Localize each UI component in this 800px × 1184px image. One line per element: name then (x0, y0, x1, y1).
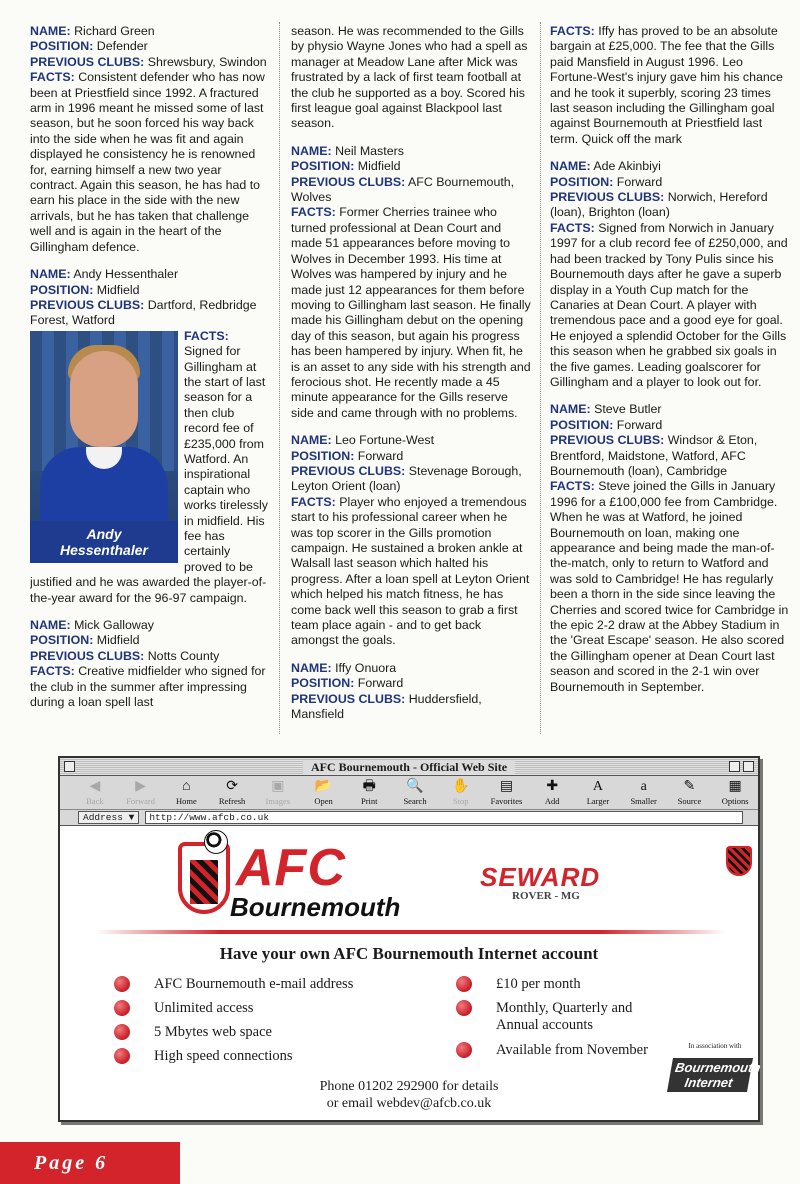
browser-titlebar (60, 758, 758, 776)
player-position: Forward (616, 174, 663, 189)
bullet-icon (114, 1000, 130, 1016)
bullet-icon (456, 1042, 472, 1058)
toolbar-button-search[interactable] (392, 776, 438, 809)
collapse-box-icon[interactable] (743, 761, 754, 772)
source-icon: ✎ (683, 779, 696, 794)
options-icon: ▦ (728, 779, 742, 794)
player-neil-masters: NAME: Neil Masters POSITION: Midfield PREVIOUS CLUBS: AFC Bournemouth, Wolves FACTS: Former Cherries trainee who turned professional at Dean Court and made 51 appearances before moving to Wolves in December 1993. His time at Wolves was hampered by injury and he made just 12 appearances for them before moving to Gillingham last season. He finally made his Gillingham debut on the opening day of this season, but again his progress has been hampered by injury. When fit, he is an asset to any side with his strength and ferocious shot. He recently made a 45 minute appearance for the Gills reserve side and came through with no problems. (291, 143, 531, 420)
player-name: Steve Butler (594, 402, 662, 417)
toolbar-button-source[interactable] (667, 776, 713, 809)
feature-item: Monthly, Quarterly and Annual accounts (496, 1000, 656, 1034)
player-facts: Signed from Norwich in January 1997 for a club record fee of £250,000, and had been tracked by Tony Pulis since his Bournemouth days after he gave a superb display in a Youth Cup match for the Canaries at Dean Court. A player with tremendous pace and a good eye for goal. He enjoyed a splendid October for the Gills this season when he grabbed six goals in the five games. Leading goalscorer for Gillingham and a player to look out for. (550, 220, 788, 389)
contact-email: or email webdev@afcb.co.uk (326, 1096, 492, 1111)
search-icon: 🔍 (406, 779, 424, 794)
player-facts: Creative midfielder who signed for the club in the summer after impressing during a loan spell last (30, 664, 266, 710)
player-facts-continued: FACTS: Iffy has proved to be an absolute bargain at £25,000. The fee that the Gills paid Mansfield in August 1996. Leo Fortune-West's injury gave him his chance and he took it superbly, scoring 23 times last season including the Gillingham goal against Bournemouth at Priestfield last term. Quick off the mark (550, 24, 783, 146)
page-number: Page 6 (0, 1142, 180, 1184)
player-name: Andy Hessenthaler (73, 267, 179, 282)
address-dropdown[interactable]: Address ▼ (78, 811, 139, 824)
feature-item: £10 per month (496, 976, 581, 993)
divider-line (96, 930, 726, 934)
toolbar-button-images[interactable] (255, 776, 301, 809)
player-name: Ade Akinbiyi (593, 159, 661, 174)
bournemouth-internet-logo: Bournemouth Internet (667, 1058, 753, 1092)
print-icon: 🖶 (362, 779, 376, 794)
feature-item: Unlimited access (154, 1000, 253, 1017)
ad-headline: Have your own AFC Bournemouth Internet account (219, 944, 599, 963)
player-position: Midfield (96, 633, 140, 648)
toolbar-label: Refresh (218, 796, 246, 806)
refresh-icon: ⟳ (226, 779, 238, 794)
feature-item: High speed connections (154, 1048, 293, 1065)
bullet-icon (114, 1024, 130, 1040)
browser-toolbar (60, 776, 758, 810)
player-name: Leo Fortune-West (335, 433, 435, 448)
column-divider (540, 22, 541, 734)
toolbar-button-add[interactable] (529, 776, 575, 809)
bullet-icon (456, 1000, 472, 1016)
toolbar-label: Larger (586, 796, 610, 806)
window-title: AFC Bournemouth - Official Web Site (303, 760, 515, 774)
player-andy-hessenthaler: NAME: Andy Hessenthaler POSITION: Midfield PREVIOUS CLUBS: Dartford, Redbridge Forest, Watford Andy Hessenthaler FACTS: Signed for Gillingham at the start of last season for a then club record fee of £235,000 from Watford. An inspirational captain who works tirelessly in midfield. His fee has certainly proved to be justified and he was awarded the player-of-the-year award for the 96-97 campaign. (30, 267, 268, 605)
player-clubs: Windsor & Eton, Brentford, Maidstone, Watford, AFC Bournemouth (loan), Cambridge (550, 433, 758, 478)
toolbar-button-options[interactable] (712, 776, 758, 809)
toolbar-button-home[interactable] (163, 776, 209, 809)
player-position: Defender (96, 39, 148, 54)
feature-item: Available from November (496, 1042, 648, 1059)
toolbar-label: Stop (452, 796, 469, 806)
toolbar-button-back[interactable] (72, 776, 118, 809)
toolbar-button-forward[interactable] (118, 776, 164, 809)
address-input[interactable]: http://www.afcb.co.uk (145, 811, 743, 824)
home-icon: ⌂ (182, 779, 191, 794)
player-facts: Consistent defender who has now been at Priestfield since 1992. A fractured arm in 1996 meant he missed some of last season, but he soon forced his way back into the side when he was fit and again displayed he consistency he is renowned for, earning himself a new two year contract. Again this season, he has had to earn his place in the side with the new arrivals, but he has taken that challenge well and is again in the heart of the Gillingham defence. (30, 70, 265, 254)
player-clubs: Stevenage Borough, Leyton Orient (loan) (291, 463, 522, 494)
favorites-icon: ▤ (499, 779, 514, 794)
images-icon: ▣ (271, 779, 285, 794)
toolbar-label: Favorites (490, 796, 523, 806)
contact-phone: Phone 01202 292900 for details (319, 1079, 499, 1094)
toolbar-button-smaller[interactable] (621, 776, 667, 809)
afc-bournemouth-crest-icon (178, 842, 230, 914)
stop-icon: ✋ (452, 779, 470, 794)
open-icon: 📂 (314, 779, 333, 794)
smaller-icon: a (640, 779, 647, 794)
toolbar-label: Forward (126, 796, 155, 806)
toolbar-button-print[interactable] (346, 776, 392, 809)
player-photo (30, 331, 178, 563)
larger-icon: A (592, 779, 603, 794)
toolbar-button-stop[interactable] (438, 776, 484, 809)
toolbar-label: Images (265, 796, 291, 806)
toolbar-label: Smaller (630, 796, 657, 806)
toolbar-label: Open (314, 796, 333, 806)
player-name: Richard Green (74, 24, 155, 38)
toolbar-label: Back (86, 796, 104, 806)
player-name: Mick Galloway (74, 618, 154, 633)
player-position: Forward (357, 448, 404, 463)
toolbar-button-favorites[interactable] (484, 776, 530, 809)
player-leo-fortune-west: NAME: Leo Fortune-West POSITION: Forward PREVIOUS CLUBS: Stevenage Borough, Leyton Orient (loan) FACTS: Player who enjoyed a tremendous start to his professional career when he was top scorer in the Gills promotion campaign. He sustained a broken ankle at Walsall last season which halted his progress. After a loan spell at Leyton Orient which helped his match fitness, he has come back well this season to grab a first team place again - and to get back amongst the goals. (291, 433, 530, 648)
toolbar-button-open[interactable] (301, 776, 347, 809)
player-facts: Steve joined the Gills in January 1996 for a £100,000 fee from Cambridge. When he was at Watford, he joined Bournemouth on loan, making one appearance and being made the man-of-the-match, only to return to Watford and was sold to Cambridge! He has regularly been a thorn in the side since leaving the Cherries and scored twice for Cambridge in the epic 2-2 draw at the Abbey Stadium in the 'Great Escape' season. He also scored the Gillingham opener at Dean Court last season and scored in the 2-1 win over Bournemouth in September. (550, 479, 789, 694)
bournemouth-logo-text: Bournemouth (230, 892, 401, 922)
player-clubs: AFC Bournemouth, Wolves (291, 174, 515, 205)
address-bar (60, 810, 758, 826)
photo-caption: Andy Hessenthaler (30, 521, 178, 563)
column-2 (291, 24, 531, 734)
contact-details (60, 1078, 758, 1112)
afc-logo-text: AFC (236, 839, 346, 897)
toolbar-label: Home (175, 796, 197, 806)
add-icon: ✚ (546, 779, 559, 794)
feature-item: AFC Bournemouth e-mail address (154, 976, 353, 993)
player-clubs: Notts County (147, 648, 220, 663)
player-position: Midfield (357, 159, 401, 174)
zoom-box-icon[interactable] (729, 761, 740, 772)
player-name: Iffy Onuora (335, 660, 397, 675)
player-position: Forward (357, 676, 404, 691)
bullet-icon (114, 1048, 130, 1064)
player-steve-butler: NAME: Steve Butler POSITION: Forward PREVIOUS CLUBS: Windsor & Eton, Brentford, Maidstone, Watford, AFC Bournemouth (loan), Cambridge FACTS: Steve joined the Gills in January 1996 for a £100,000 fee from Cambridge. When he was at Watford, he joined Bournemouth on loan, making one appearance and being made the man-of-the-match, only to return to Watford and was sold to Cambridge! He has regularly been a thorn in the side since leaving the Cherries and scored twice for Cambridge in the epic 2-2 draw at the Abbey Stadium in the 'Great Escape' season. He also scored the Gillingham opener at Dean Court last season and scored in the 2-1 win over Bournemouth in September. (550, 402, 789, 694)
player-iffy-onuora: NAME: Iffy Onuora POSITION: Forward PREVIOUS CLUBS: Huddersfield, Mansfield (291, 660, 482, 722)
player-mick-galloway: NAME: Mick Galloway POSITION: Midfield PREVIOUS CLUBS: Notts County FACTS: Creative midfielder who signed for the club in the summer after impressing during a loan spell last (30, 618, 266, 710)
player-richard-green: NAME: Richard Green POSITION: Defender PREVIOUS CLUBS: Shrewsbury, Swindon FACTS: Consistent defender who has now been at Priestfield since 1992. A fractured arm in 1996 meant he missed some of last season, but he soon forced his way back into the side when he was fit and again displayed he consistency he is renowned for, earning himself a new two year contract. Again this season, he has had to earn his place in the side with the new arrivals, but he has taken that challenge well and is again in the heart of the Gillingham defence. (30, 24, 267, 254)
feature-item: 5 Mbytes web space (154, 1024, 272, 1041)
player-position: Midfield (96, 282, 140, 297)
player-ade-akinbiyi: NAME: Ade Akinbiyi POSITION: Forward PREVIOUS CLUBS: Norwich, Hereford (loan), Brighton (loan) FACTS: Signed from Norwich in January 1997 for a club record fee of £250,000, and had been tracked by Tony Pulis since his Bournemouth days after he gave a superb display in a Youth Cup match for the Canaries at Dean Court. A player with tremendous pace and a good eye for goal. He enjoyed a splendid October for the Gills this season when he grabbed six goals in the five games. Leading goalscorer for Gillingham and a player to look out for. (550, 159, 788, 389)
toolbar-label: Add (544, 796, 560, 806)
column-1 (30, 24, 270, 722)
player-facts: Former Cherries trainee who turned professional at Dean Court and made 51 appearances before moving to Wolves in December 1993. His time at Wolves was hampered by injury and he made just 12 appearances for them before moving to Gillingham last season. He finally made his Gillingham debut on the opening day of this season, but again his progress has been hampered by injury. When fit, he is an asset to any side with his strength and ferocious shot. He recently made a 45 minute appearance for the Gills reserve side and came through with no problems. (291, 205, 531, 420)
sponsor-subtitle: ROVER - MG (512, 890, 580, 902)
association-text: In association with (688, 1042, 742, 1050)
player-clubs: Norwich, Hereford (loan), Brighton (loan) (550, 190, 768, 220)
forward-icon: ▶ (135, 779, 146, 794)
player-clubs: Dartford, Redbridge Forest, Watford (30, 297, 257, 328)
column-divider (279, 22, 280, 734)
bullet-icon (114, 976, 130, 992)
toolbar-label: Source (677, 796, 702, 806)
toolbar-label: Search (403, 796, 427, 806)
toolbar-label: Options (721, 796, 749, 806)
player-facts-continued: season. He was recommended to the Gills by physio Wayne Jones who had a spell as manager at Meadow Lane after Mick was frustrated by a lack of first team football at the club he supported as a boy. Scored his first league goal against Blackpool last season. (291, 24, 528, 131)
player-name: Neil Masters (335, 143, 404, 158)
column-3 (550, 24, 790, 707)
toolbar-button-refresh[interactable] (209, 776, 255, 809)
toolbar-button-larger[interactable] (575, 776, 621, 809)
player-facts: Player who enjoyed a tremendous start to his professional career when he was top scorer in the Gills promotion campaign. He sustained a broken ankle at Walsall last season which halted his progress. After a loan spell at Leyton Orient which helped his match fitness, he has come back well this season to grab a first team place again - and to get back amongst the goals. (291, 494, 530, 648)
player-position: Forward (616, 417, 663, 432)
web-page-content (60, 826, 762, 1116)
close-box-icon[interactable] (64, 761, 75, 772)
sponsor-logo: SEWARD (480, 862, 601, 892)
cherries-badge-icon (726, 846, 752, 876)
back-icon: ◀ (89, 779, 101, 794)
player-clubs: Shrewsbury, Swindon (147, 54, 267, 69)
toolbar-label: Print (361, 796, 378, 806)
player-clubs: Huddersfield, Mansfield (291, 691, 482, 722)
browser-window-ad (58, 756, 760, 1122)
bullet-icon (456, 976, 472, 992)
player-facts: Signed for Gillingham at the start of last season for a then club record fee of £235,000 from Watford. An inspirational captain who works tirelessly in midfield. His fee has certainly proved to be justified and he was awarded the player-of-the-year award for the 96-97 campaign. (30, 344, 268, 605)
